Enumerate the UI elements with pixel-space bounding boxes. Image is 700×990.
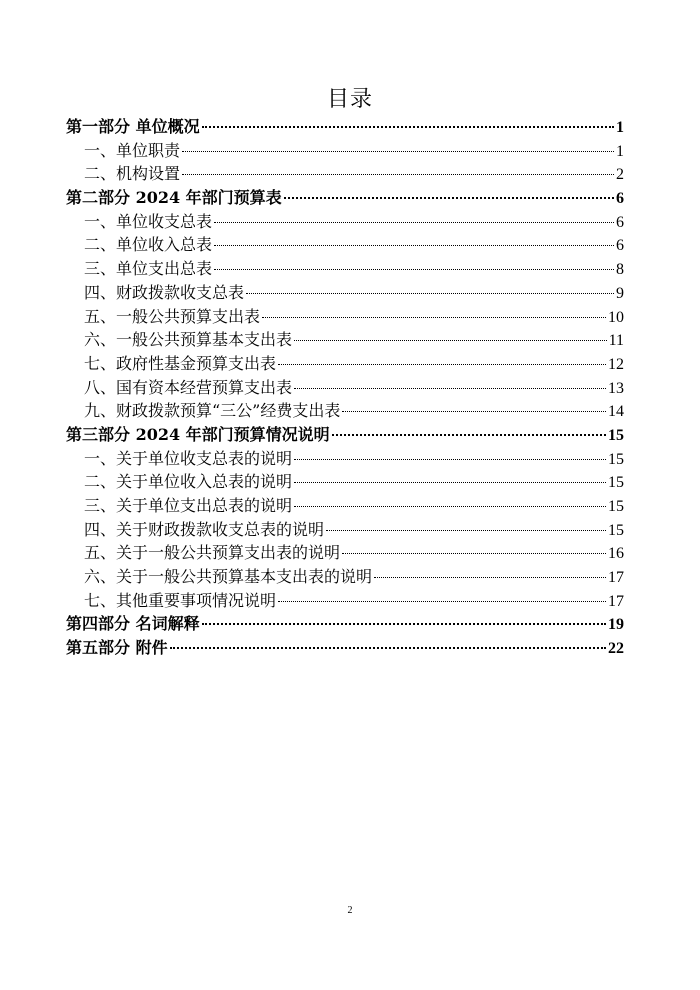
toc-dot-leader [278, 364, 606, 365]
toc-section-entry[interactable] [66, 139, 624, 163]
toc-section-entry[interactable] [66, 328, 624, 352]
toc-dot-leader [202, 623, 606, 625]
toc-dot-leader [342, 553, 606, 554]
toc-dot-leader [182, 174, 614, 175]
toc-dot-leader [294, 506, 606, 507]
toc-section-entry[interactable] [66, 399, 624, 423]
toc-entry-page-number: 11 [608, 332, 624, 350]
toc-entry-page-number: 12 [608, 355, 624, 373]
toc-entry-page-number: 6 [616, 190, 624, 208]
toc-entry-page-number: 10 [608, 308, 624, 326]
toc-entry-label: 七、其他重要事项情况说明 [84, 590, 277, 610]
toc-entry-page-number: 16 [608, 545, 624, 563]
toc-entry-label: 第一部分 单位概况 [66, 117, 200, 136]
toc-part-entry[interactable] [66, 423, 624, 447]
table-of-contents [66, 115, 624, 660]
toc-dot-leader [294, 340, 607, 341]
toc-part-entry[interactable] [66, 115, 624, 139]
toc-section-entry[interactable] [66, 541, 624, 565]
toc-entry-label: 一、关于单位收支总表的说明 [84, 448, 293, 468]
toc-entry-label: 八、国有资本经营预算支出表 [84, 377, 293, 397]
toc-entry-page-number: 15 [608, 521, 624, 539]
toc-entry-page-number: 15 [608, 474, 624, 492]
toc-entry-page-number: 15 [608, 426, 624, 444]
toc-section-entry[interactable] [66, 162, 624, 186]
toc-entry-label: 五、一般公共预算支出表 [84, 306, 261, 326]
toc-section-entry[interactable] [66, 470, 624, 494]
toc-entry-label: 一、单位收支总表 [84, 211, 213, 231]
toc-dot-leader [294, 482, 606, 483]
toc-entry-label: 三、单位支出总表 [84, 259, 213, 279]
page-title: 目录 [326, 87, 373, 112]
toc-entry-label: 二、机构设置 [84, 164, 181, 184]
toc-entry-label: 七、政府性基金预算支出表 [84, 353, 277, 373]
toc-entry-page-number: 13 [608, 379, 624, 397]
toc-entry-label: 一、单位职责 [84, 140, 181, 160]
toc-section-entry[interactable] [66, 518, 624, 542]
toc-section-entry[interactable] [66, 589, 624, 613]
toc-section-entry[interactable] [66, 233, 624, 257]
toc-entry-page-number: 1 [616, 142, 624, 160]
toc-section-entry[interactable] [66, 281, 624, 305]
toc-entry-page-number: 19 [608, 616, 624, 634]
toc-dot-leader [332, 434, 606, 436]
toc-entry-page-number: 6 [616, 213, 624, 231]
toc-dot-leader [342, 411, 606, 412]
toc-dot-leader [326, 530, 606, 531]
toc-dot-leader [374, 577, 606, 578]
toc-dot-leader [182, 151, 614, 152]
toc-entry-page-number: 6 [616, 237, 624, 255]
toc-entry-label: 六、关于一般公共预算基本支出表的说明 [84, 567, 373, 587]
page-number: 2 [347, 905, 353, 916]
toc-entry-label: 二、关于单位收入总表的说明 [84, 472, 293, 492]
toc-entry-page-number: 17 [608, 569, 624, 587]
toc-section-entry[interactable] [66, 494, 624, 518]
toc-section-entry[interactable] [66, 210, 624, 234]
toc-section-entry[interactable] [66, 376, 624, 400]
toc-entry-page-number: 9 [616, 284, 624, 302]
toc-dot-leader [202, 126, 614, 128]
toc-dot-leader [214, 222, 614, 223]
toc-section-entry[interactable] [66, 352, 624, 376]
toc-section-entry[interactable] [66, 305, 624, 329]
toc-entry-label: 第三部分 2024 年部门预算情况说明 [66, 424, 330, 444]
toc-section-entry[interactable] [66, 565, 624, 589]
toc-part-entry[interactable] [66, 636, 624, 660]
toc-entry-label: 六、一般公共预算基本支出表 [84, 330, 293, 350]
toc-part-entry[interactable] [66, 186, 624, 210]
toc-entry-label: 第四部分 名词解释 [66, 614, 200, 634]
toc-entry-label: 四、关于财政拨款收支总表的说明 [84, 519, 325, 539]
toc-dot-leader [214, 245, 614, 246]
toc-dot-leader [294, 459, 606, 460]
toc-entry-page-number: 15 [608, 498, 624, 515]
toc-entry-page-number: 17 [608, 592, 624, 610]
toc-entry-page-number: 2 [616, 166, 624, 184]
toc-part-entry[interactable] [66, 612, 624, 636]
toc-entry-page-number: 15 [608, 450, 624, 468]
toc-entry-page-number: 8 [616, 261, 624, 279]
toc-entry-label: 三、关于单位支出总表的说明 [84, 496, 293, 515]
toc-entry-page-number: 1 [616, 119, 624, 136]
toc-entry-label: 二、单位收入总表 [84, 235, 213, 255]
toc-dot-leader [214, 269, 614, 270]
toc-dot-leader [278, 601, 606, 602]
toc-entry-page-number: 22 [608, 640, 624, 658]
toc-entry-label: 四、财政拨款收支总表 [84, 282, 245, 302]
toc-entry-label: 五、关于一般公共预算支出表的说明 [84, 543, 341, 563]
toc-dot-leader [170, 647, 606, 649]
toc-entry-page-number: 14 [608, 403, 624, 421]
toc-dot-leader [294, 388, 606, 389]
toc-entry-label: 九、财政拨款预算“三公”经费支出表 [84, 401, 341, 421]
toc-entry-label: 第五部分 附件 [66, 638, 168, 658]
toc-dot-leader [246, 293, 614, 294]
toc-dot-leader [284, 197, 614, 199]
toc-section-entry[interactable] [66, 257, 624, 281]
toc-dot-leader [262, 317, 606, 318]
toc-section-entry[interactable] [66, 447, 624, 471]
toc-entry-label: 第二部分 2024 年部门预算表 [66, 188, 282, 208]
